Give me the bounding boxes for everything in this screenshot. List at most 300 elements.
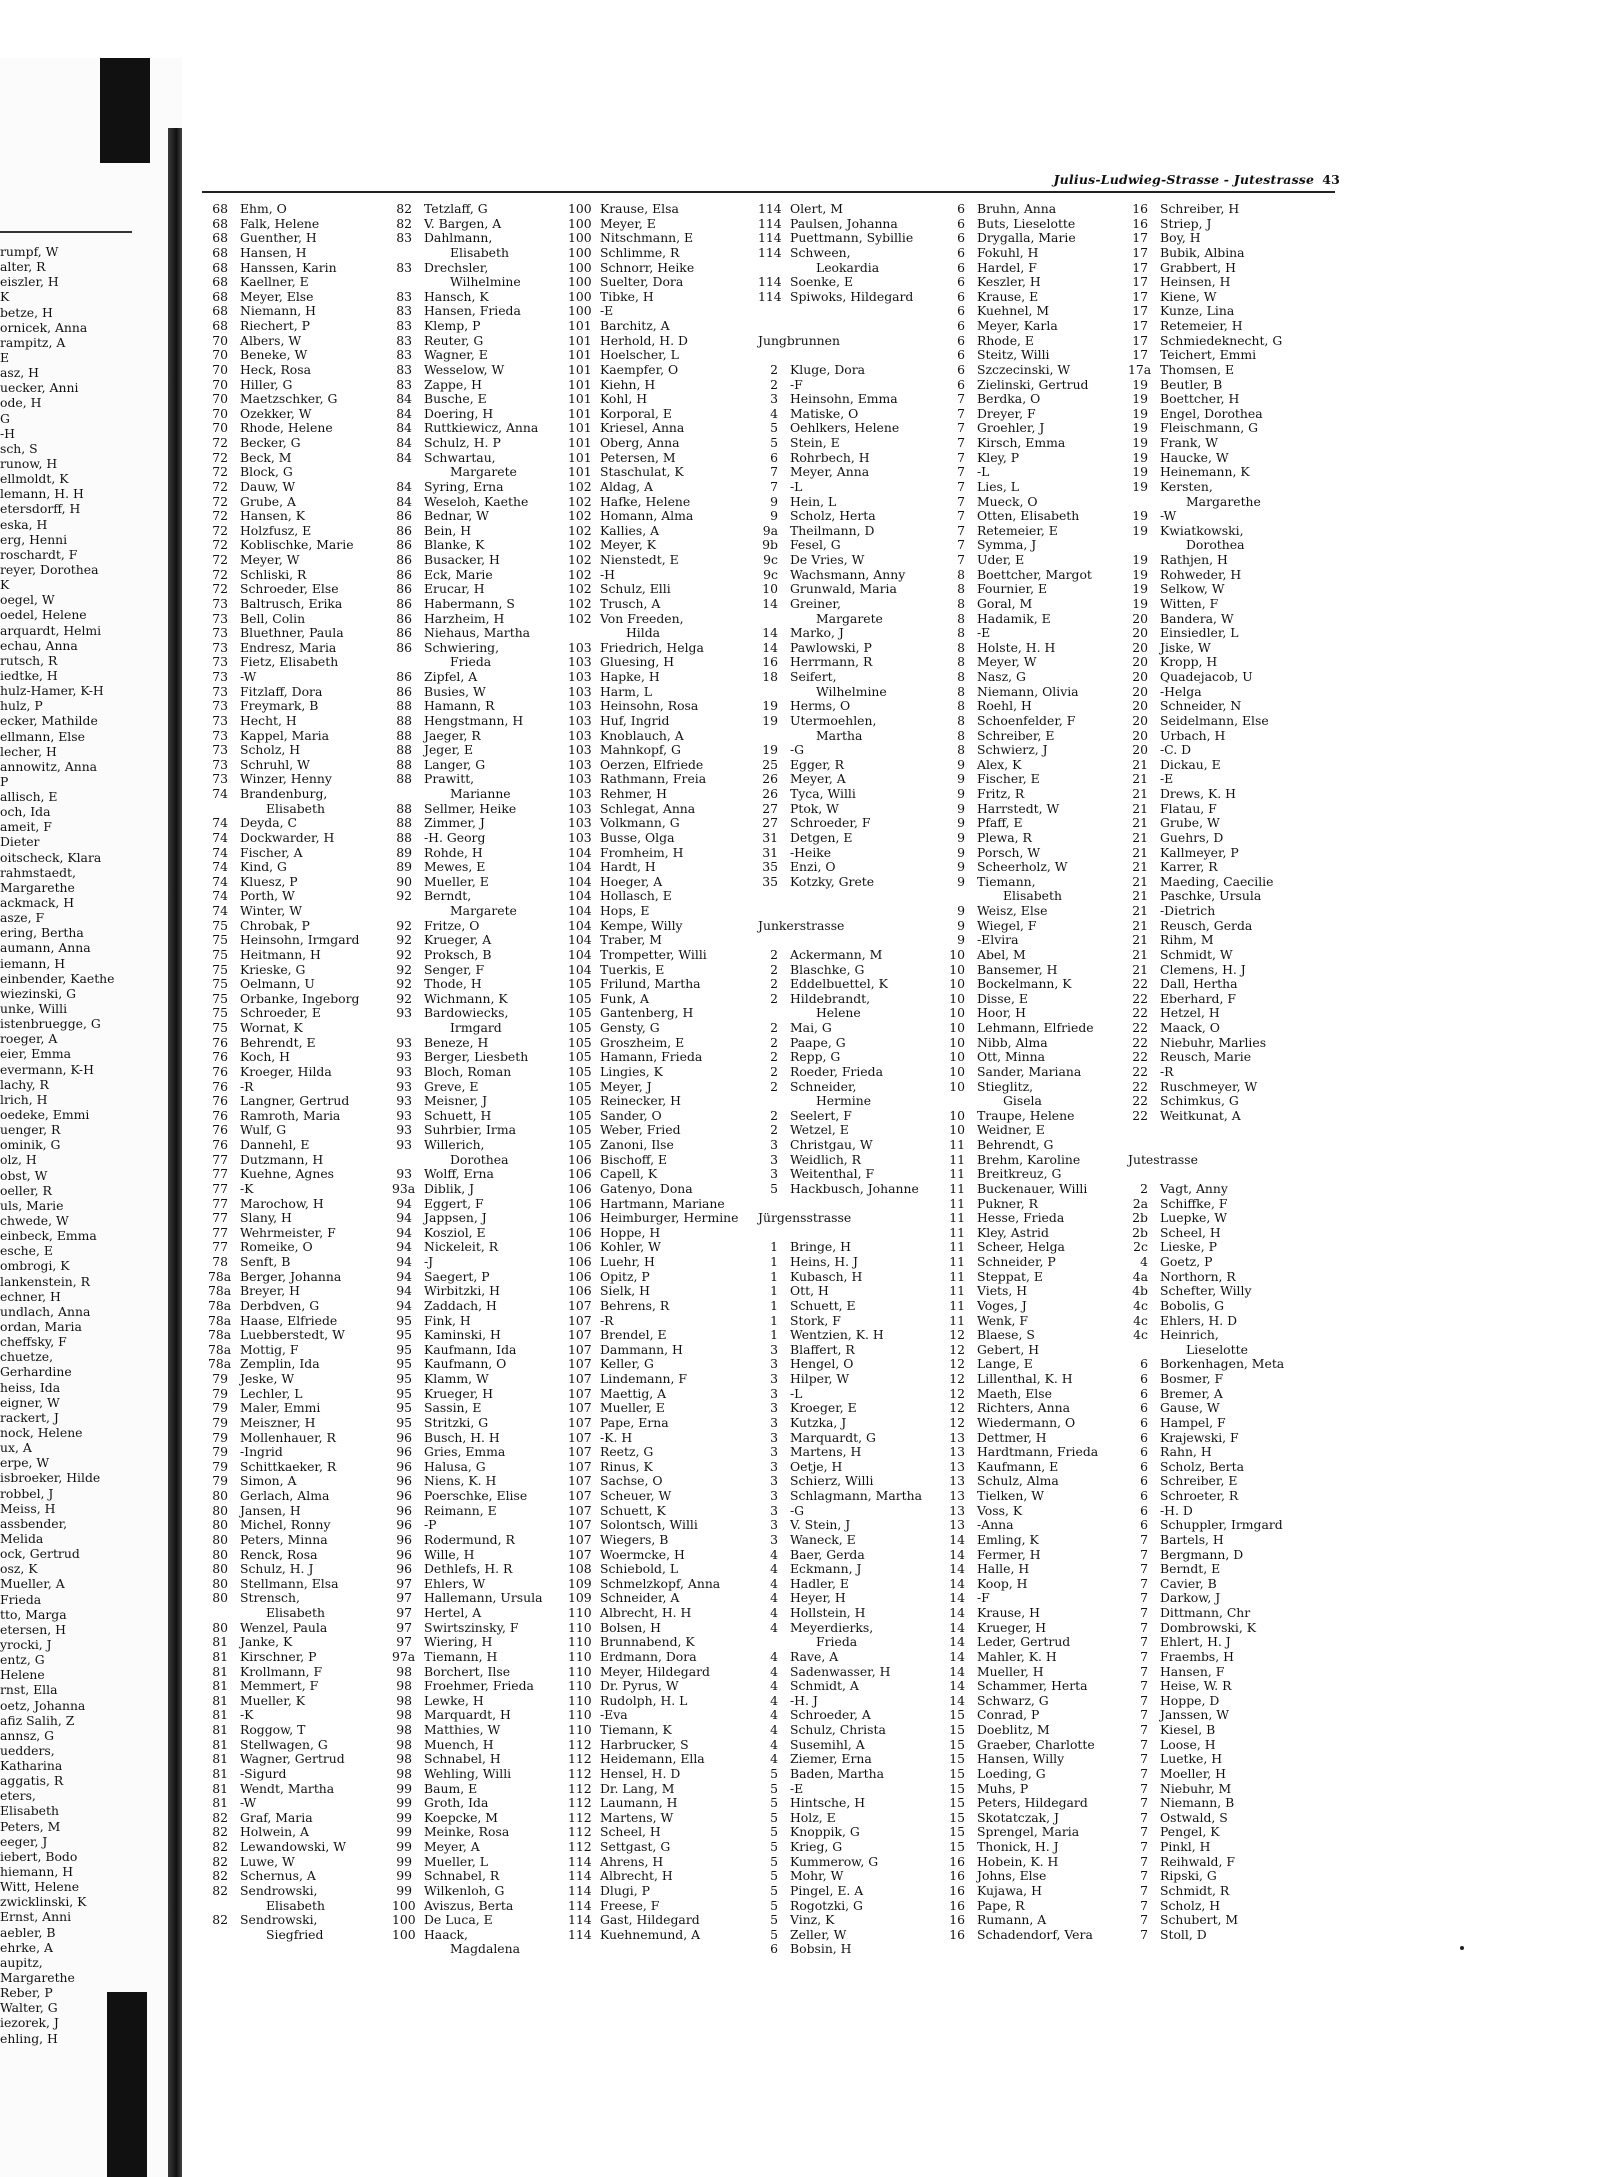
house-number: 112 <box>568 1765 592 1781</box>
house-number: 112 <box>568 1795 592 1811</box>
resident-name: Hesse, Frieda <box>977 1210 1065 1226</box>
resident-name: Harrstedt, W <box>977 800 1060 816</box>
house-number: 14 <box>949 1546 965 1562</box>
resident-name: Bockelmann, K <box>977 976 1072 992</box>
resident-name: Theilmann, D <box>790 522 875 538</box>
resident-name: Albrecht, H <box>600 1868 673 1884</box>
resident-name: Dorothea <box>1186 537 1245 553</box>
resident-name: Kwiatkowski, <box>1160 522 1244 538</box>
resident-name: Kaufmann, Ida <box>424 1341 517 1357</box>
house-number: 114 <box>568 1882 592 1898</box>
left-page-line: ordan, Maria <box>0 1318 82 1334</box>
resident-name: Lechler, L <box>240 1385 303 1401</box>
house-number: 27 <box>762 800 778 816</box>
house-number: 11 <box>949 1312 965 1328</box>
resident-name: Peters, Hildegard <box>977 1795 1088 1811</box>
house-number: 9 <box>957 903 965 918</box>
house-number: 15 <box>949 1707 965 1723</box>
house-number: 103 <box>568 771 592 787</box>
house-number: 6 <box>1140 1385 1148 1401</box>
resident-name: Martens, W <box>600 1809 674 1825</box>
resident-name: Mueller, E <box>424 873 489 889</box>
resident-name: Hardt, H <box>600 859 656 875</box>
resident-name: Schulz, H. J <box>240 1561 314 1577</box>
resident-name: Kley, Astrid <box>977 1224 1049 1240</box>
house-number: 11 <box>949 1180 965 1196</box>
resident-name: Scholz, H <box>240 742 301 758</box>
house-number: 78a <box>208 1297 232 1313</box>
resident-name: Tyca, Willi <box>790 786 856 801</box>
house-number: 70 <box>212 361 228 377</box>
house-number: 100 <box>392 1926 416 1942</box>
house-number: 9 <box>957 800 965 816</box>
house-number: 73 <box>212 654 228 670</box>
house-number: 26 <box>762 771 778 787</box>
house-number: 79 <box>212 1444 228 1460</box>
left-page-line: lecher, H <box>0 743 57 759</box>
resident-name: Rave, A <box>790 1648 839 1664</box>
house-number: 93 <box>396 1137 412 1152</box>
resident-name: Ripski, G <box>1160 1868 1217 1884</box>
house-number: 109 <box>568 1590 592 1606</box>
resident-name: Heitmann, H <box>240 946 321 962</box>
resident-name: Hintsche, H <box>790 1795 866 1811</box>
resident-name: Jaeger, R <box>424 727 481 743</box>
house-number: 7 <box>1140 1868 1148 1884</box>
resident-name: -Dietrich <box>1160 903 1216 918</box>
resident-name: Staschulat, K <box>600 464 684 480</box>
house-number: 80 <box>212 1561 228 1577</box>
house-number: 6 <box>957 244 965 260</box>
house-number: 15 <box>949 1765 965 1781</box>
resident-name: -E <box>790 1780 804 1796</box>
resident-name: Scholz, H <box>1160 1897 1221 1913</box>
house-number: 20 <box>1132 625 1148 641</box>
resident-name: De Vries, W <box>790 552 865 567</box>
resident-name: Bischoff, E <box>600 1151 668 1167</box>
house-number: 74 <box>212 844 228 860</box>
resident-name: Beneke, W <box>240 347 308 363</box>
resident-name: Tiemann, <box>977 873 1036 889</box>
resident-name: Wiering, H <box>424 1634 493 1650</box>
left-page-line: undlach, Anna <box>0 1303 91 1319</box>
resident-name: -R <box>1160 1063 1174 1079</box>
resident-name: Bosmer, F <box>1160 1371 1224 1386</box>
house-number: 94 <box>396 1283 412 1299</box>
left-page-line: rumpf, W <box>0 244 59 259</box>
house-number: 68 <box>212 288 228 304</box>
house-number: 7 <box>770 478 778 494</box>
house-number: 77 <box>212 1210 228 1226</box>
house-number: 1 <box>770 1283 778 1299</box>
house-number: 17 <box>1132 347 1148 363</box>
house-number: 114 <box>758 244 782 260</box>
resident-name: -Ingrid <box>240 1444 283 1460</box>
house-number: 7 <box>1140 1824 1148 1840</box>
resident-name: Rhode, Helene <box>240 420 333 436</box>
house-number: 84 <box>396 405 412 421</box>
house-number: 97 <box>396 1619 412 1635</box>
resident-name: Volkmann, G <box>600 815 680 831</box>
resident-name: Rohweder, H <box>1160 566 1242 582</box>
left-page-line: cheffsky, F <box>0 1334 67 1350</box>
house-number: 102 <box>568 552 592 567</box>
house-number: 2b <box>1132 1224 1148 1240</box>
house-number: 93a <box>392 1180 416 1196</box>
house-number: 101 <box>568 318 592 333</box>
house-number: 6 <box>957 259 965 275</box>
house-number: 80 <box>212 1546 228 1562</box>
resident-name: Fitzlaff, Dora <box>240 683 323 699</box>
left-page-line: uedders, <box>0 1742 55 1758</box>
house-number: 31 <box>762 844 778 860</box>
resident-name: Zeller, W <box>790 1926 847 1942</box>
resident-name: Roeder, Frieda <box>790 1063 883 1079</box>
house-number: 86 <box>396 537 412 553</box>
resident-name: Reuter, G <box>424 332 484 348</box>
resident-name: Gantenberg, H <box>600 1005 694 1021</box>
resident-name: Zipfel, A <box>424 669 478 684</box>
resident-name: Schulz, Alma <box>977 1473 1059 1489</box>
house-number: 22 <box>1132 1063 1148 1079</box>
house-number: 100 <box>568 244 592 260</box>
house-number: 19 <box>1132 522 1148 538</box>
house-number: 11 <box>949 1210 965 1226</box>
house-number: 13 <box>949 1502 965 1518</box>
resident-name: Langer, G <box>424 756 486 772</box>
left-page-line: isbroeker, Hilde <box>0 1470 101 1486</box>
house-number: 13 <box>949 1429 965 1445</box>
house-number: 5 <box>770 1780 778 1796</box>
house-number: 88 <box>396 800 412 816</box>
house-number: 2 <box>770 1049 778 1065</box>
resident-name: Irmgard <box>450 1020 502 1035</box>
house-number: 7 <box>1140 1882 1148 1898</box>
house-number: 7 <box>957 435 965 450</box>
house-number: 18 <box>762 669 778 684</box>
left-page-line: lachy, R <box>0 1076 49 1092</box>
house-number: 8 <box>957 712 965 728</box>
house-number: 10 <box>949 1020 965 1035</box>
resident-name: Orbanke, Ingeborg <box>240 990 360 1006</box>
resident-name: Porth, W <box>240 888 295 904</box>
house-number: 110 <box>568 1722 592 1737</box>
resident-name: Berndt, E <box>1160 1561 1221 1577</box>
resident-name: Leder, Gertrud <box>977 1634 1071 1650</box>
resident-name: Wornat, K <box>240 1020 303 1035</box>
left-page-line: eier, Emma <box>0 1046 71 1062</box>
resident-name: Winter, W <box>240 903 302 918</box>
resident-name: Kiene, W <box>1160 288 1217 304</box>
house-number: 110 <box>568 1648 592 1664</box>
house-number: 2 <box>770 976 778 992</box>
resident-name: Kersten, <box>1160 478 1213 494</box>
house-number: 1 <box>770 1312 778 1328</box>
resident-name: Wetzel, E <box>790 1122 849 1138</box>
house-number: 22 <box>1132 990 1148 1006</box>
house-number: 114 <box>568 1868 592 1884</box>
resident-name: Mueller, H <box>977 1663 1044 1679</box>
resident-name: Schlimme, R <box>600 244 680 260</box>
house-number: 6 <box>1140 1371 1148 1386</box>
resident-name: Niens, K. H <box>424 1473 497 1489</box>
resident-name: Bednar, W <box>424 508 489 524</box>
house-number: 106 <box>568 1283 592 1299</box>
resident-name: Szczecinski, W <box>977 361 1071 377</box>
resident-name: Suhrbier, Irma <box>424 1122 516 1138</box>
resident-name: Meyer, E <box>600 215 656 231</box>
resident-name: Hoppe, D <box>1160 1692 1220 1708</box>
resident-name: Elisabeth <box>1003 888 1062 904</box>
resident-name: Kluesz, P <box>240 873 298 889</box>
house-number: 3 <box>770 1341 778 1357</box>
resident-name: Schulz, Elli <box>600 581 671 597</box>
resident-name: Mueller, L <box>424 1853 488 1869</box>
left-page-line: oegel, W <box>0 592 55 608</box>
house-number: 4 <box>770 1546 778 1562</box>
resident-name: Schmidt, R <box>1160 1882 1230 1898</box>
left-page-line: uls, Marie <box>0 1197 64 1213</box>
house-number: 6 <box>957 215 965 231</box>
resident-name: Gerlach, Alma <box>240 1488 330 1503</box>
resident-name: Siegfried <box>266 1926 324 1942</box>
resident-name: Kallies, A <box>600 522 660 538</box>
house-number: 4 <box>1140 1254 1148 1269</box>
left-page-line: reyer, Dorothea <box>0 561 99 577</box>
left-page-rule <box>0 231 132 233</box>
resident-name: Groszheim, E <box>600 1034 685 1050</box>
resident-name: Fermer, H <box>977 1546 1041 1562</box>
house-number: 79 <box>212 1473 228 1489</box>
house-number: 6 <box>957 303 965 319</box>
left-page-line: ering, Bertha <box>0 925 84 941</box>
resident-name: Hobein, K. H <box>977 1853 1059 1869</box>
left-page-line: rackert, J <box>0 1409 59 1425</box>
resident-name: -H. D <box>1160 1502 1193 1518</box>
resident-name: Scheer, Helga <box>977 1239 1065 1255</box>
house-number: 21 <box>1132 756 1148 772</box>
house-number: 7 <box>1140 1590 1148 1606</box>
header-rule <box>202 191 1335 193</box>
house-number: 105 <box>568 1093 592 1109</box>
resident-name: Berndt, <box>424 888 472 904</box>
resident-name: Paulsen, Johanna <box>790 215 898 231</box>
resident-name: Fournier, E <box>977 581 1048 597</box>
house-number: 75 <box>212 946 228 962</box>
resident-name: Schierz, Willi <box>790 1473 874 1489</box>
resident-name: Hadler, E <box>790 1575 849 1591</box>
left-page-line: Gerhardine <box>0 1364 72 1380</box>
left-page-line: zwicklinski, K <box>0 1894 87 1910</box>
house-number: 73 <box>212 698 228 714</box>
house-number: 2b <box>1132 1210 1148 1226</box>
resident-name: Schmidt, A <box>790 1678 859 1694</box>
left-page-line: lemann, H. H <box>0 486 84 502</box>
house-number: 78a <box>208 1268 232 1284</box>
resident-name: Bein, H <box>424 522 472 538</box>
house-number: 7 <box>1140 1648 1148 1664</box>
resident-name: Senft, B <box>240 1254 291 1269</box>
resident-name: Breitkreuz, G <box>977 1166 1062 1182</box>
house-number: 7 <box>957 508 965 524</box>
house-number: 94 <box>396 1268 412 1284</box>
resident-name: Schreiber, E <box>977 727 1055 743</box>
left-page-line: lrich, H <box>0 1091 48 1107</box>
resident-name: Doeblitz, M <box>977 1722 1050 1737</box>
resident-name: Bergmann, D <box>1160 1546 1244 1562</box>
left-page-line: heiss, Ida <box>0 1379 61 1395</box>
resident-name: Knoblauch, A <box>600 727 684 743</box>
house-number: 20 <box>1132 683 1148 699</box>
left-page-line: K <box>0 577 10 593</box>
resident-name: Bartels, H <box>1160 1531 1224 1547</box>
house-number: 105 <box>568 1078 592 1094</box>
house-number: 9b <box>762 537 778 553</box>
house-number: 103 <box>568 669 592 684</box>
house-number: 101 <box>568 405 592 421</box>
house-number: 77 <box>212 1224 228 1240</box>
resident-name: Heyer, H <box>790 1590 846 1606</box>
house-number: 76 <box>212 1093 228 1109</box>
resident-name: Schnabel, R <box>424 1868 500 1884</box>
house-number: 22 <box>1132 976 1148 992</box>
house-number: 112 <box>568 1839 592 1854</box>
resident-name: Steitz, Willi <box>977 347 1050 363</box>
left-page-line: etersdorff, H <box>0 501 81 517</box>
resident-name: Schreiber, E <box>1160 1473 1238 1489</box>
house-number: 77 <box>212 1195 228 1211</box>
resident-name: Schwarz, G <box>977 1692 1049 1708</box>
house-number: 9 <box>957 771 965 787</box>
resident-name: Holzfusz, E <box>240 522 312 538</box>
house-number: 14 <box>949 1619 965 1635</box>
resident-name: Conrad, P <box>977 1707 1040 1723</box>
resident-name: Schnabel, H <box>424 1751 501 1767</box>
house-number: 72 <box>212 552 228 567</box>
left-page-line: Ernst, Anni <box>0 1909 72 1925</box>
house-number: 13 <box>949 1488 965 1503</box>
resident-name: Kaufmann, E <box>977 1458 1059 1474</box>
page-header-title: Julius-Ludwieg-Strasse - Jutestrasse <box>1053 172 1315 187</box>
resident-name: Janke, K <box>240 1634 293 1650</box>
resident-name: Johns, Else <box>977 1868 1047 1884</box>
resident-name: Bansemer, H <box>977 961 1058 977</box>
resident-name: Boettcher, Margot <box>977 566 1092 582</box>
house-number: 9 <box>770 508 778 524</box>
resident-name: Dreyer, F <box>977 405 1036 421</box>
resident-name: Eggert, F <box>424 1195 484 1211</box>
left-page-line: wiezinski, G <box>0 985 76 1001</box>
resident-name: Schubert, M <box>1160 1912 1239 1928</box>
house-number: 10 <box>762 581 778 597</box>
resident-name: Loose, H <box>1160 1736 1216 1752</box>
resident-name: Jeger, E <box>424 742 474 758</box>
street-name: Jungbrunnen <box>758 332 840 348</box>
page-header <box>1000 172 1340 187</box>
resident-name: Sander, Mariana <box>977 1063 1082 1079</box>
house-number: 93 <box>396 1122 412 1138</box>
resident-name: Guenther, H <box>240 230 317 246</box>
resident-name: Paschke, Ursula <box>1160 888 1262 904</box>
house-number: 108 <box>568 1561 592 1577</box>
resident-name: Traber, M <box>600 932 662 948</box>
left-page-line: Witt, Helene <box>0 1879 80 1895</box>
house-number: 9 <box>957 859 965 875</box>
house-number: 92 <box>396 888 412 904</box>
house-number: 20 <box>1132 727 1148 743</box>
resident-name: Ehlers, W <box>424 1575 486 1591</box>
house-number: 103 <box>568 639 592 655</box>
house-number: 99 <box>396 1795 412 1811</box>
left-page-line: aebler, B <box>0 1924 56 1940</box>
house-number: 7 <box>957 405 965 421</box>
resident-name: Krause, Elsa <box>600 201 679 216</box>
house-number: 15 <box>949 1736 965 1752</box>
house-number: 26 <box>762 786 778 801</box>
resident-name: Krieg, G <box>790 1839 843 1854</box>
house-number: 107 <box>568 1546 592 1562</box>
house-number: 5 <box>770 1824 778 1840</box>
resident-name: Stein, E <box>790 435 840 450</box>
resident-name: Hackbusch, Johanne <box>790 1180 919 1196</box>
resident-name: Haase, Elfriede <box>240 1312 338 1328</box>
house-number: 7 <box>1140 1736 1148 1752</box>
resident-name: Oberg, Anna <box>600 435 680 450</box>
resident-name: Hamann, Frieda <box>600 1049 703 1065</box>
house-number: 7 <box>1140 1839 1148 1854</box>
resident-name: Diblik, J <box>424 1180 475 1196</box>
resident-name: Kappel, Maria <box>240 727 330 743</box>
house-number: 10 <box>949 976 965 992</box>
house-number: 81 <box>212 1736 228 1752</box>
house-number: 2 <box>770 1020 778 1035</box>
house-number: 22 <box>1132 1049 1148 1065</box>
left-page-line: rutsch, R <box>0 652 58 668</box>
resident-name: Schiffke, F <box>1160 1195 1228 1211</box>
resident-name: Hansen, K <box>240 508 305 524</box>
house-number: 101 <box>568 435 592 450</box>
house-number: 72 <box>212 464 228 480</box>
resident-name: Dahlmann, <box>424 230 493 246</box>
house-number: 14 <box>762 595 778 611</box>
resident-name: Holste, H. H <box>977 639 1056 655</box>
resident-name: Niemann, Olivia <box>977 683 1079 699</box>
house-number: 82 <box>396 201 412 216</box>
house-number: 92 <box>396 946 412 962</box>
house-number: 8 <box>957 610 965 626</box>
house-number: 94 <box>396 1195 412 1211</box>
resident-name: -Anna <box>977 1517 1014 1533</box>
house-number: 82 <box>212 1839 228 1854</box>
house-number: 75 <box>212 1020 228 1035</box>
house-number: 114 <box>568 1912 592 1928</box>
house-number: 95 <box>396 1385 412 1401</box>
house-number: 109 <box>568 1575 592 1591</box>
left-page-line: ux, A <box>0 1440 32 1456</box>
resident-name: Fietz, Elisabeth <box>240 654 339 670</box>
resident-name: Hardel, F <box>977 259 1037 275</box>
house-number: 80 <box>212 1531 228 1547</box>
house-number: 15 <box>949 1824 965 1840</box>
house-number: 83 <box>396 347 412 363</box>
left-page-line: ominik, G <box>0 1137 61 1153</box>
house-number: 5 <box>770 1912 778 1928</box>
resident-name: Kujawa, H <box>977 1882 1042 1898</box>
house-number: 7 <box>1140 1751 1148 1767</box>
resident-name: Hamann, R <box>424 698 495 714</box>
resident-name: Dannehl, E <box>240 1137 310 1152</box>
house-number: 68 <box>212 259 228 275</box>
